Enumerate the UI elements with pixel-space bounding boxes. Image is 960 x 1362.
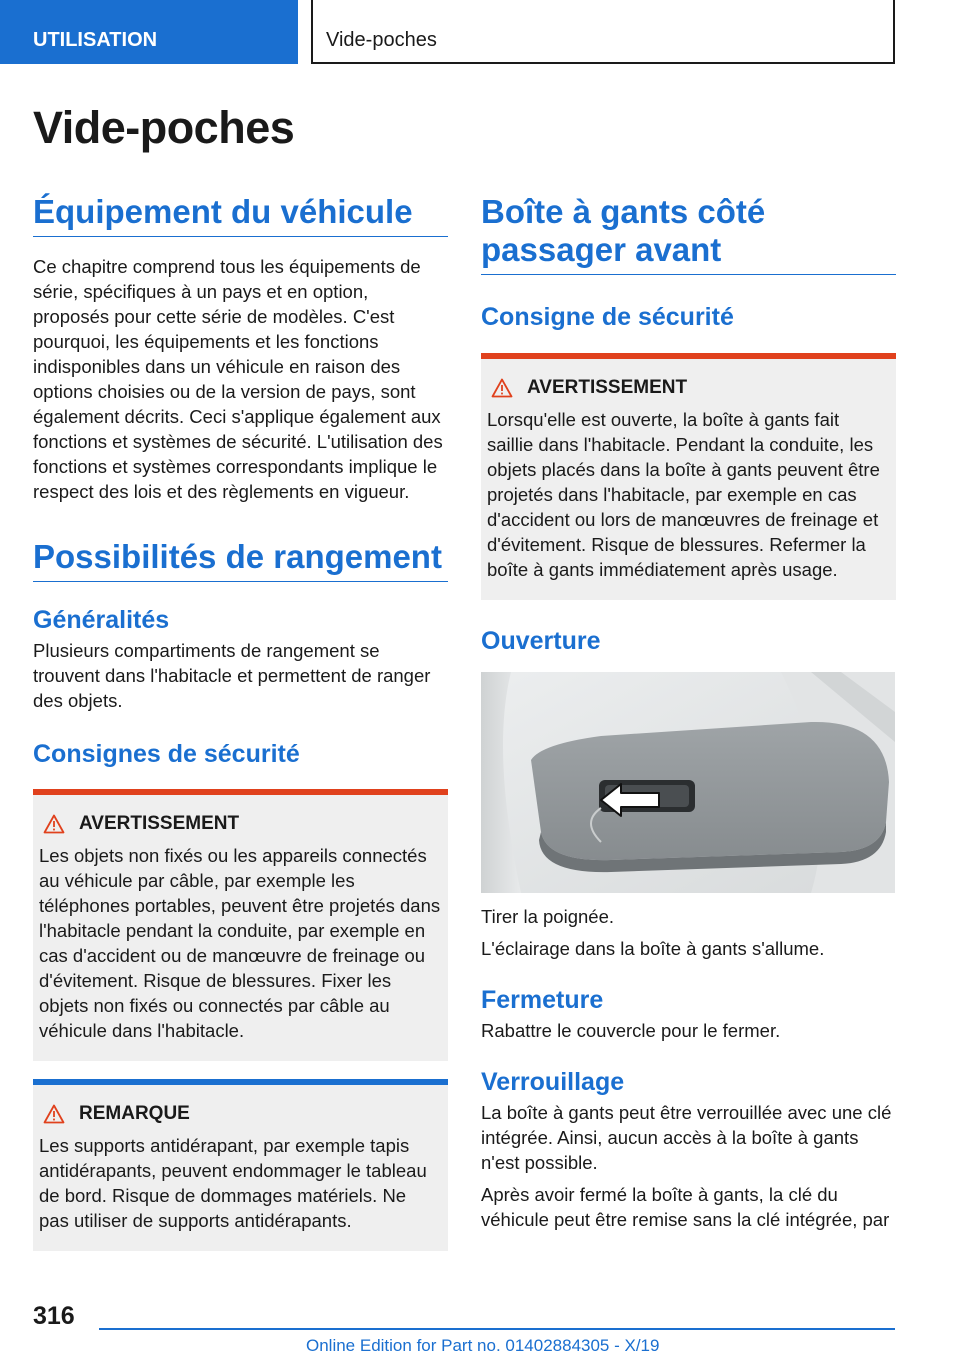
- warning-triangle-icon: [43, 1104, 65, 1124]
- paragraph-fermeture: Rabattre le couvercle pour le fermer.: [481, 1020, 781, 1041]
- warning-triangle-icon: [43, 814, 65, 834]
- note-header: [39, 1103, 441, 1125]
- section-tab[interactable]: UTILISATION: [0, 0, 298, 64]
- warning-box: [481, 353, 896, 600]
- heading-boite-a-gants: Boîte à gants côté passager avant: [481, 193, 896, 275]
- paragraph-ouverture-2: L'éclairage dans la boîte à gants s'allume.: [481, 938, 825, 959]
- warning-text: Les objets non fixés ou les appareils connectés au véhicule par câble, par exemple les téléphones portables, peuvent être projetés dans l'habitacle pendant la conduite, par exemple en cas d'accident ou de manœuvre de freinage ou d'évitement. Risque de blessures. Fixer les objets non fixés ou connectés par câble au véhicule dans l'habitacle.: [39, 845, 441, 1041]
- footer-divider: [99, 1328, 895, 1330]
- note-box: [33, 1079, 448, 1251]
- footer-edition: Online Edition for Part no. 01402884305 - X/19: [306, 1336, 660, 1355]
- glovebox-photo: [481, 672, 895, 893]
- heading-consigne: Consigne de sécurité: [481, 303, 734, 331]
- warning-header: [487, 377, 889, 399]
- warning-header: [39, 813, 441, 835]
- warning-triangle-icon: [491, 378, 513, 398]
- heading-possibilites: Possibilités de rangement: [33, 538, 448, 582]
- paragraph-generalites: Plusieurs compartiments de rangement se trouvent dans l'habitacle et permettent de ranger des objets.: [33, 640, 431, 711]
- heading-consignes: Consignes de sécurité: [33, 740, 300, 768]
- note-text: Les supports antidérapant, par exemple tapis antidérapants, peuvent endommager le tableau de bord. Risque de dommages matériels. Ne pas utiliser de supports antidérapants.: [39, 1135, 427, 1231]
- glovebox-illustration: [481, 672, 895, 893]
- right-column: [481, 190, 896, 1232]
- page-title: Vide-poches: [33, 102, 295, 153]
- breadcrumb: Vide-poches: [311, 0, 895, 64]
- heading-equipement: Équipement du véhicule: [33, 193, 448, 237]
- note-title: REMARQUE: [79, 1103, 190, 1124]
- paragraph-equipement: Ce chapitre comprend tous les équipements de série, spécifiques à un pays et en option, proposés pour cette série de modèles. C'est pourquoi, les équipements et les fonctions indisponibles dans un véhicule en raison des options choisies ou de la version de pays, sont également décrits. Ceci s'applique également aux fonctions et systèmes de sécurité. L'utilisation des fonctions et systèmes correspondants implique le respect des lois et des règlements en vigueur.: [33, 256, 443, 502]
- paragraph-ouverture-1: Tirer la poignée.: [481, 906, 614, 927]
- paragraph-verrouillage-1: La boîte à gants peut être verrouillée avec une clé intégrée. Ainsi, aucun accès à la boîte à gants n'est possible.: [481, 1102, 892, 1173]
- heading-ouverture: Ouverture: [481, 627, 601, 655]
- left-column: [33, 190, 448, 1251]
- paragraph-verrouillage-2: Après avoir fermé la boîte à gants, la clé du véhicule peut être remise sans la clé intégrée, par: [481, 1184, 890, 1230]
- heading-fermeture: Fermeture: [481, 986, 604, 1014]
- warning-text: Lorsqu'elle est ouverte, la boîte à gants fait saillie dans l'habitacle. Pendant la conduite, les objets placés dans la boîte à gants peuvent être projetés dans l'habitacle, par exemple en cas d'accident ou lors de manœuvres de freinage et d'évitement. Risque de blessures. Refermer la boîte à gants immédiatement après usage.: [487, 409, 880, 580]
- page-number: 316: [33, 1302, 75, 1330]
- warning-box: [33, 789, 448, 1061]
- heading-generalites: Généralités: [33, 606, 170, 634]
- warning-title: AVERTISSEMENT: [527, 377, 688, 398]
- heading-verrouillage: Verrouillage: [481, 1068, 625, 1096]
- warning-title: AVERTISSEMENT: [79, 813, 240, 834]
